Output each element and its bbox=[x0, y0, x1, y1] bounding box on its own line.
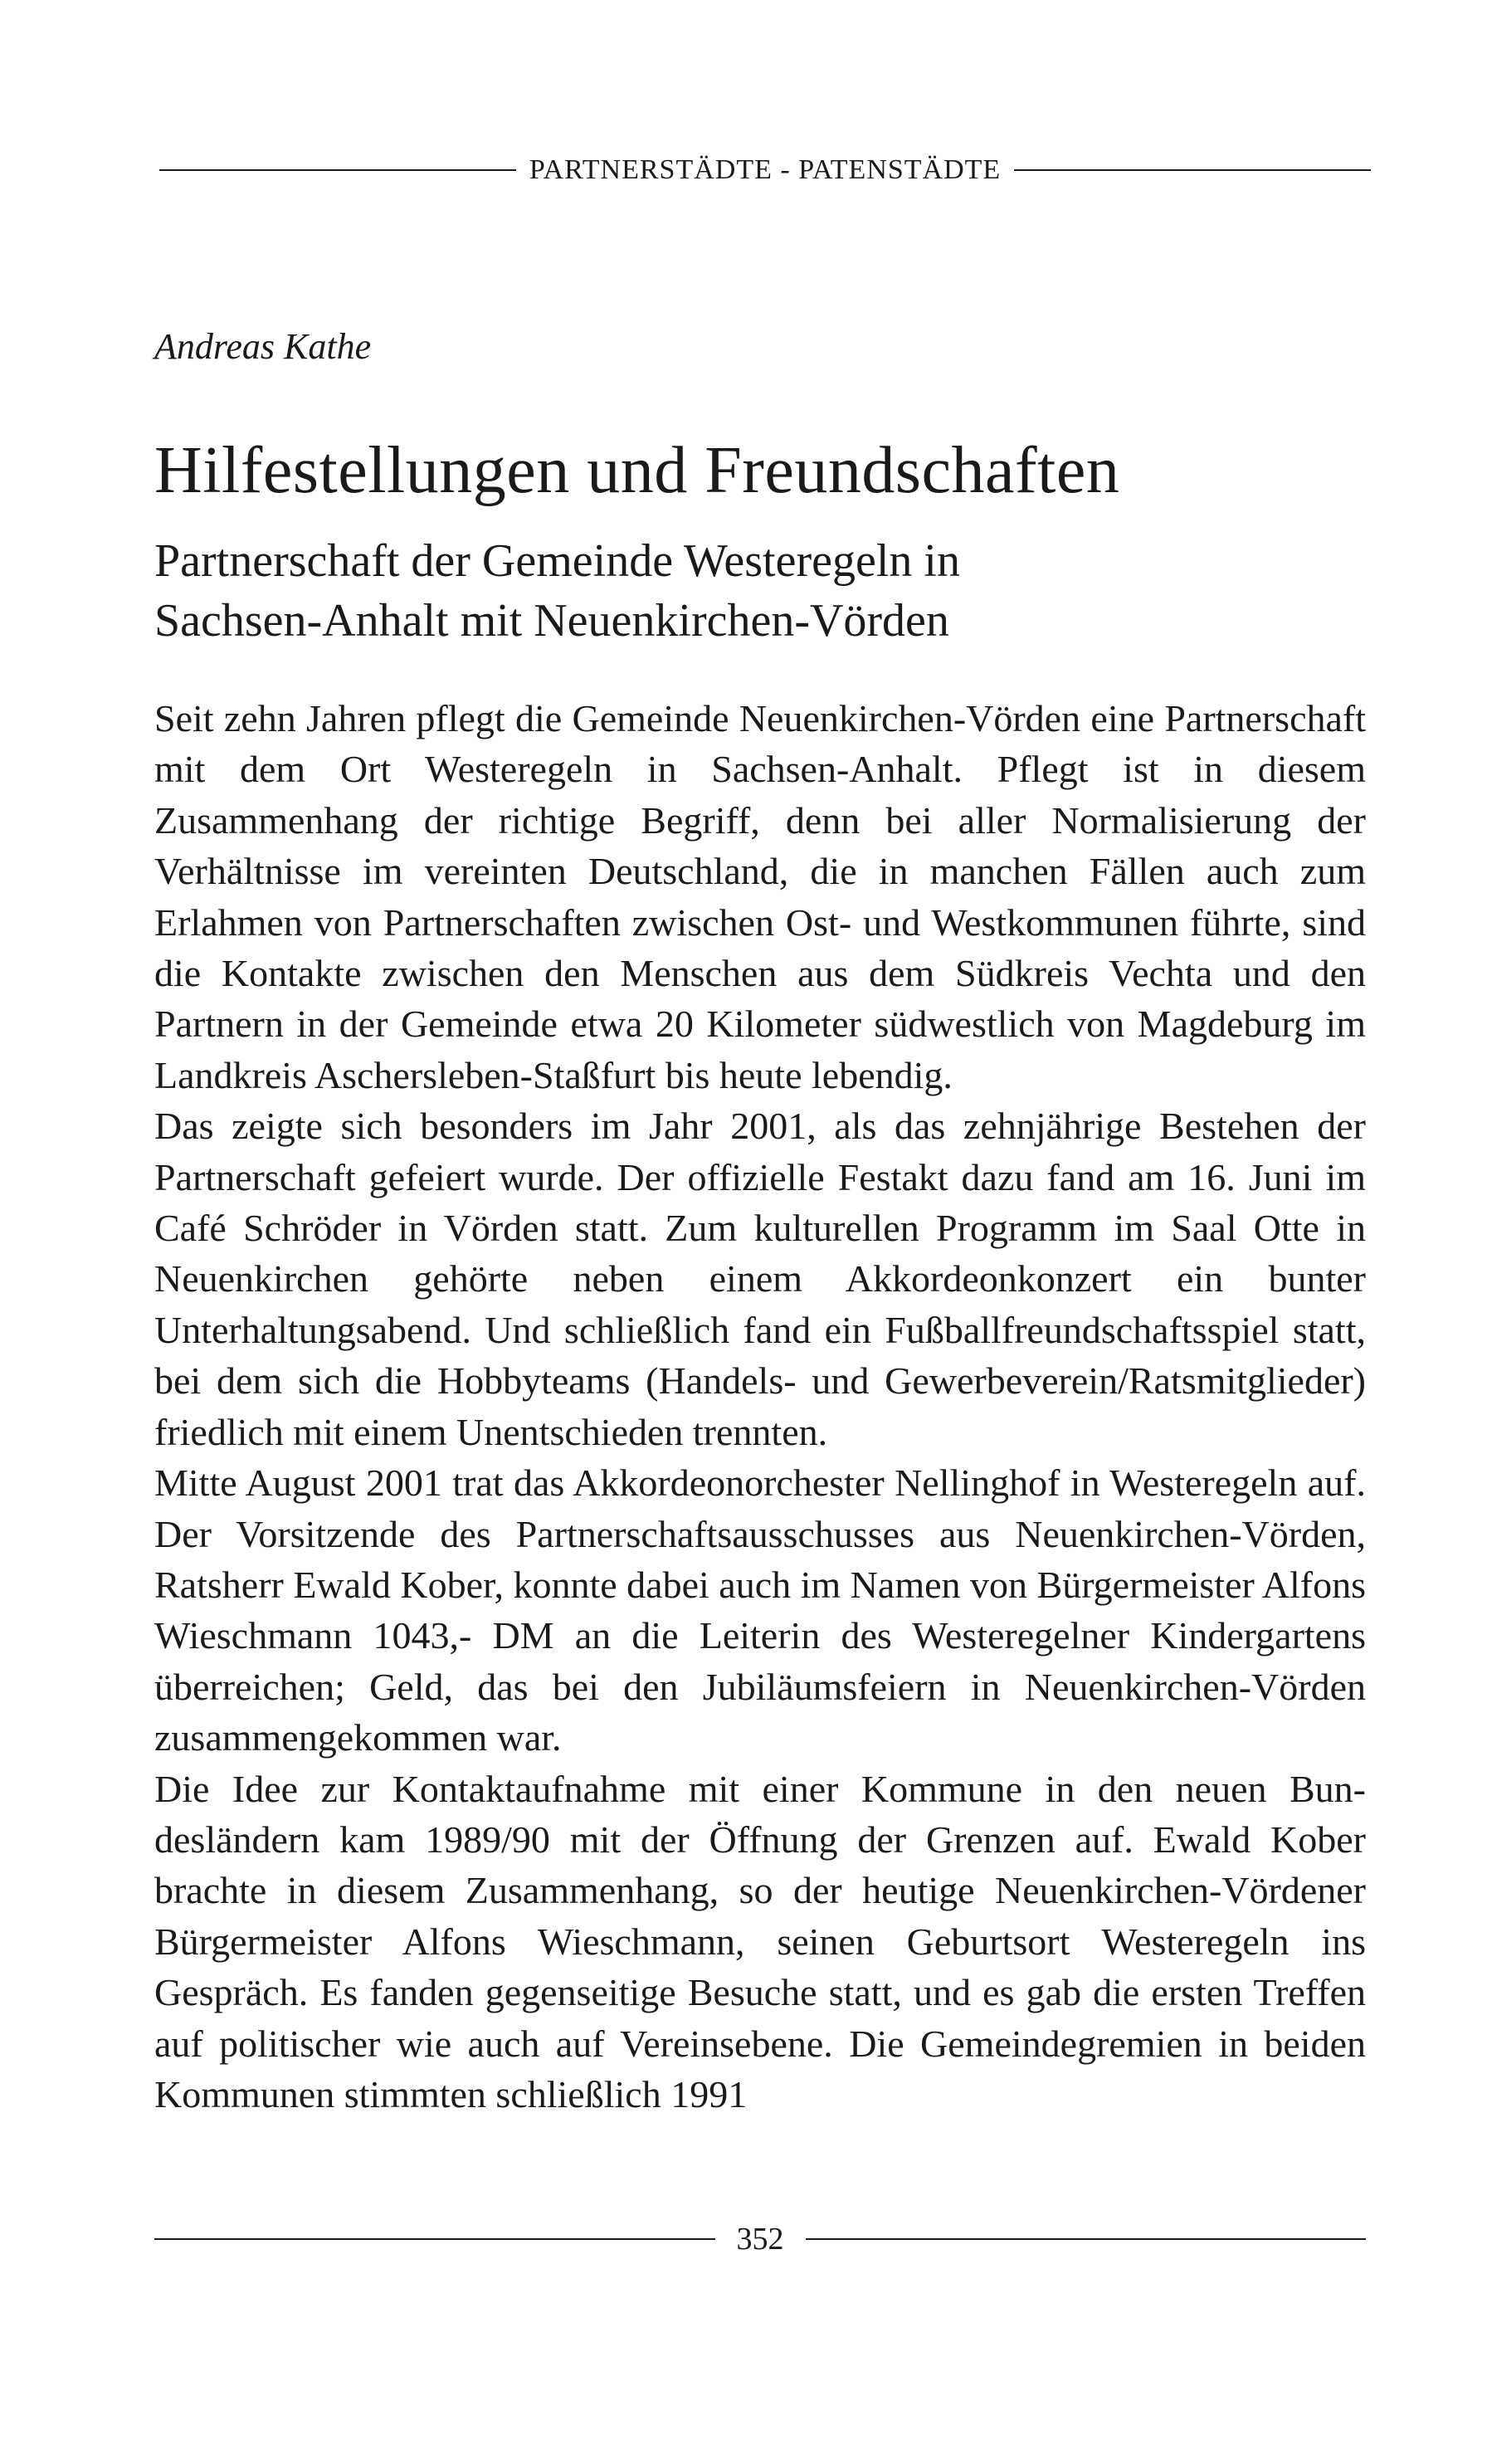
article-subtitle bbox=[154, 531, 1316, 651]
body-paragraph: Das zeigte sich besonders im Jahr 2001, als das zehnjährige Bestehen der Partnerschaft gefeiert wurde. Der offizielle Festakt dazu fand am 16. Juni im Café Schröder in Vörden statt. Zum kulturellen Programm im Saal Otte in Neuenkirchen gehörte neben einem Akkordeonkonzert ein bunter Unterhaltungsabend. Und schließlich fand ein Fußballfreundschaftsspiel statt, bei dem sich die Hobbyteams (Handels- und Gewerbeverein/Ratsmitglieder) friedlich mit einem Unentschieden trennten. bbox=[154, 1105, 1366, 1453]
header-rule-right bbox=[1014, 169, 1371, 171]
footer-rule-left bbox=[154, 2238, 715, 2240]
page-number: 352 bbox=[736, 2222, 784, 2257]
running-header bbox=[159, 154, 1371, 186]
article-title: Hilfestellungen und Freundschaften bbox=[154, 434, 1120, 507]
page-footer bbox=[154, 2221, 1366, 2257]
article-body bbox=[154, 693, 1366, 2120]
subtitle-line: Partnerschaft der Gemeinde Westeregeln in bbox=[154, 535, 960, 587]
running-header-title: PARTNERSTÄDTE - PATENSTÄDTE bbox=[529, 154, 1002, 185]
header-rule-left bbox=[159, 169, 516, 171]
body-paragraph: Die Idee zur Kontaktaufnahme mit einer Kommune in den neuen Bundesländern kam 1989/90 mit der Öffnung der Grenzen auf. Ewald Kober brachte in diesem Zusammenhang, so der heutige Neuenkirchen-Vördener Bürgermeister Alfons Wieschmann, seinen Geburtsort Westeregeln ins Gespräch. Es fanden gegenseitige Besuche statt, und es gab die ersten Treffen auf politischer wie auch auf Vereinsebene. Die Gemeindegremien in beiden Kommunen stimmten schließlich 1991 bbox=[154, 1767, 1366, 2115]
subtitle-line: Sachsen-Anhalt mit Neuenkirchen-Vörden bbox=[154, 595, 949, 646]
body-paragraph: Seit zehn Jahren pflegt die Gemeinde Neuenkirchen-Vörden eine Partnerschaft mit dem Ort Westeregeln in Sachsen-Anhalt. Pflegt ist in diesem Zusammenhang der richtige Begriff, denn bei aller Normalisierung der Verhältnisse im vereinten Deutschland, die in manchen Fällen auch zum Erlahmen von Partnerschaften zwischen Ost- und Westkommunen führte, sind die Kontakte zwischen den Menschen aus dem Südkreis Vechta und den Partnern in der Gemeinde etwa 20 Kilometer südwestlich von Magdeburg im Landkreis Aschersleben-Staßfurt bis heute lebendig. bbox=[154, 697, 1366, 1096]
footer-rule-right bbox=[806, 2238, 1367, 2240]
body-paragraph: Mitte August 2001 trat das Akkordeonorchester Nellinghof in Westeregeln auf. Der Vorsitzende des Partnerschaftsausschusses aus Neuenkirchen-Vörden, Ratsherr Ewald Kober, konnte dabei auch im Namen von Bürgermeister Alfons Wieschmann 1043,- DM an die Leiterin des Westeregelner Kindergartens überreichen; Geld, das bei den Jubiläumsfeiern in Neuenkirchen-Vörden zusammengekommen war. bbox=[154, 1461, 1366, 1759]
author-name: Andreas Kathe bbox=[154, 326, 372, 367]
